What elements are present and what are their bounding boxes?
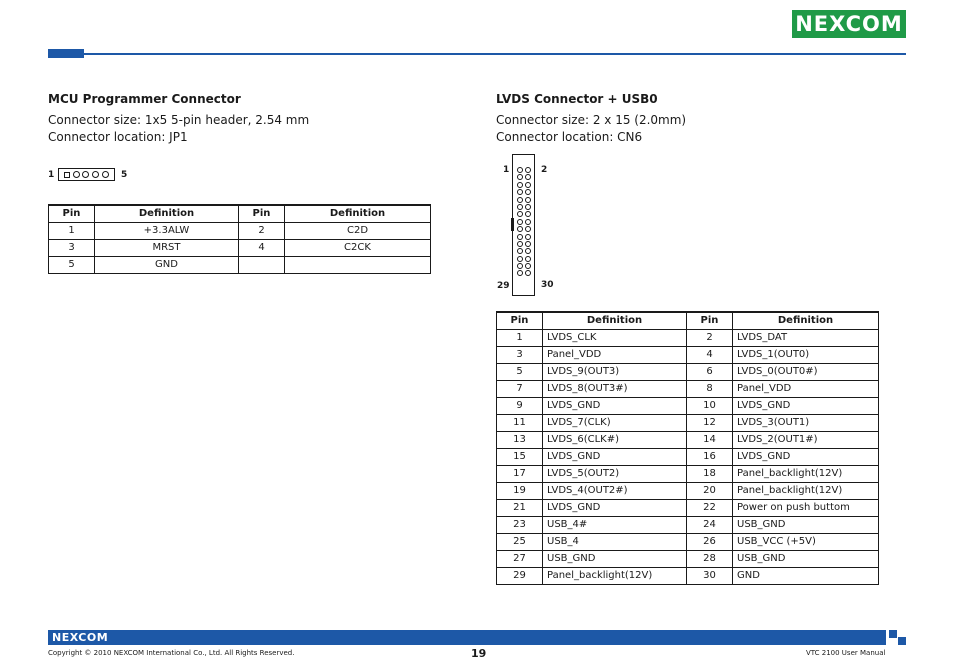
pin-circle bbox=[517, 182, 523, 188]
table-row bbox=[49, 257, 431, 274]
pin-circle bbox=[525, 234, 531, 240]
definition-cell: Panel_VDD bbox=[733, 381, 879, 398]
header-cell: Pin bbox=[239, 205, 285, 223]
definition-cell: GND bbox=[733, 568, 879, 585]
definition-cell: C2CK bbox=[285, 240, 431, 257]
pin-cell: 4 bbox=[239, 240, 285, 257]
cn6-key-notch bbox=[511, 218, 514, 231]
pin-circle bbox=[525, 167, 531, 173]
pin-circle bbox=[525, 263, 531, 269]
table-row bbox=[497, 398, 879, 415]
header-cell: Pin bbox=[687, 312, 733, 330]
pin-circle bbox=[517, 197, 523, 203]
definition-cell: LVDS_DAT bbox=[733, 330, 879, 347]
cn6-pin-2-label: 2 bbox=[541, 165, 548, 175]
table-row bbox=[497, 330, 879, 347]
pin-cell: 7 bbox=[497, 381, 543, 398]
jp1-pin-first-label: 1 bbox=[48, 170, 55, 180]
table-row bbox=[497, 483, 879, 500]
pin-cell: 14 bbox=[687, 432, 733, 449]
pin-cell: 23 bbox=[497, 517, 543, 534]
table-row bbox=[497, 534, 879, 551]
definition-cell: LVDS_3(OUT1) bbox=[733, 415, 879, 432]
definition-cell: LVDS_5(OUT2) bbox=[543, 466, 687, 483]
definition-cell: LVDS_GND bbox=[733, 398, 879, 415]
definition-cell: LVDS_GND bbox=[733, 449, 879, 466]
pin-square bbox=[64, 172, 70, 178]
pin-circle bbox=[525, 270, 531, 276]
mcu-location: Connector location: JP1 bbox=[48, 130, 188, 144]
jp1-pin-last-label: 5 bbox=[121, 170, 128, 180]
pin-circle bbox=[517, 167, 523, 173]
pin-circle bbox=[517, 270, 523, 276]
definition-cell: LVDS_6(CLK#) bbox=[543, 432, 687, 449]
definition-cell: LVDS_4(OUT2#) bbox=[543, 483, 687, 500]
pin-cell: 24 bbox=[687, 517, 733, 534]
table-row bbox=[497, 568, 879, 585]
pin-circle bbox=[73, 171, 80, 178]
mcu-title: MCU Programmer Connector bbox=[48, 92, 241, 106]
cn6-pin-grid bbox=[517, 167, 531, 276]
table-row bbox=[497, 517, 879, 534]
definition-cell: USB_GND bbox=[543, 551, 687, 568]
pin-cell: 5 bbox=[497, 364, 543, 381]
pin-cell: 10 bbox=[687, 398, 733, 415]
pin-circle bbox=[525, 256, 531, 262]
definition-cell: LVDS_1(OUT0) bbox=[733, 347, 879, 364]
definition-cell: LVDS_0(OUT0#) bbox=[733, 364, 879, 381]
pin-cell: 19 bbox=[497, 483, 543, 500]
pin-cell: 27 bbox=[497, 551, 543, 568]
definition-cell: Panel_backlight(12V) bbox=[733, 483, 879, 500]
pin-cell: 3 bbox=[49, 240, 95, 257]
header-rule bbox=[84, 53, 906, 55]
pin-cell: 5 bbox=[49, 257, 95, 274]
pin-circle bbox=[517, 189, 523, 195]
pin-circle bbox=[82, 171, 89, 178]
pin-cell: 21 bbox=[497, 500, 543, 517]
definition-cell: Panel_backlight(12V) bbox=[733, 466, 879, 483]
pin-cell: 16 bbox=[687, 449, 733, 466]
definition-cell: LVDS_9(OUT3) bbox=[543, 364, 687, 381]
pin-cell: 13 bbox=[497, 432, 543, 449]
pin-cell: 30 bbox=[687, 568, 733, 585]
pin-cell: 8 bbox=[687, 381, 733, 398]
pin-cell: 25 bbox=[497, 534, 543, 551]
jp1-pin-header-diagram bbox=[58, 168, 115, 181]
pin-circle bbox=[525, 204, 531, 210]
footer-manual-title: VTC 2100 User Manual bbox=[806, 649, 886, 657]
pin-cell: 28 bbox=[687, 551, 733, 568]
pin-circle bbox=[517, 226, 523, 232]
pin-cell: 2 bbox=[239, 223, 285, 240]
table-row bbox=[497, 551, 879, 568]
definition-cell: USB_4 bbox=[543, 534, 687, 551]
definition-cell: Panel_VDD bbox=[543, 347, 687, 364]
pin-cell: 2 bbox=[687, 330, 733, 347]
pin-circle bbox=[517, 263, 523, 269]
definition-cell: MRST bbox=[95, 240, 239, 257]
pin-circle bbox=[525, 197, 531, 203]
pin-circle bbox=[517, 241, 523, 247]
footer-square-decoration bbox=[889, 630, 897, 638]
pin-circle bbox=[525, 211, 531, 217]
pin-circle bbox=[525, 248, 531, 254]
cn6-pin-30-label: 30 bbox=[541, 280, 554, 290]
definition-cell: USB_GND bbox=[733, 551, 879, 568]
mcu-size: Connector size: 1x5 5-pin header, 2.54 mm bbox=[48, 113, 310, 127]
header-cell: Pin bbox=[49, 205, 95, 223]
definition-cell: LVDS_2(OUT1#) bbox=[733, 432, 879, 449]
pin-circle bbox=[525, 174, 531, 180]
definition-cell: LVDS_GND bbox=[543, 449, 687, 466]
table-row bbox=[497, 347, 879, 364]
table-row bbox=[49, 240, 431, 257]
header-cell: Definition bbox=[543, 312, 687, 330]
footer-bar bbox=[48, 630, 886, 645]
pin-circle bbox=[517, 234, 523, 240]
pin-circle bbox=[517, 256, 523, 262]
header-cell: Definition bbox=[733, 312, 879, 330]
table-header-row bbox=[49, 205, 431, 223]
header-cell: Definition bbox=[285, 205, 431, 223]
pin-circle bbox=[517, 211, 523, 217]
table-row bbox=[497, 432, 879, 449]
cn6-pin-29-label: 29 bbox=[497, 281, 510, 291]
pin-cell: 1 bbox=[497, 330, 543, 347]
pin-circle bbox=[525, 241, 531, 247]
definition-cell: LVDS_GND bbox=[543, 500, 687, 517]
table-row bbox=[49, 223, 431, 240]
header-cell: Pin bbox=[497, 312, 543, 330]
pin-circle bbox=[525, 182, 531, 188]
definition-cell: LVDS_7(CLK) bbox=[543, 415, 687, 432]
definition-cell: LVDS_8(OUT3#) bbox=[543, 381, 687, 398]
pin-cell: 9 bbox=[497, 398, 543, 415]
mcu-pin-table bbox=[48, 204, 431, 274]
table-header-row bbox=[497, 312, 879, 330]
table-row bbox=[497, 466, 879, 483]
pin-circle bbox=[517, 219, 523, 225]
page-number: 19 bbox=[471, 647, 487, 660]
definition-cell: USB_4# bbox=[543, 517, 687, 534]
definition-cell: USB_GND bbox=[733, 517, 879, 534]
definition-cell: LVDS_GND bbox=[543, 398, 687, 415]
pin-circle bbox=[517, 204, 523, 210]
pin-cell: 18 bbox=[687, 466, 733, 483]
pin-cell: 20 bbox=[687, 483, 733, 500]
pin-cell bbox=[239, 257, 285, 274]
table-row bbox=[497, 364, 879, 381]
definition-cell: C2D bbox=[285, 223, 431, 240]
pin-circle bbox=[525, 189, 531, 195]
pin-circle bbox=[525, 226, 531, 232]
pin-cell: 22 bbox=[687, 500, 733, 517]
pin-cell: 12 bbox=[687, 415, 733, 432]
pin-cell: 15 bbox=[497, 449, 543, 466]
header-accent-bar bbox=[48, 49, 84, 58]
pin-cell: 1 bbox=[49, 223, 95, 240]
table-row bbox=[497, 500, 879, 517]
footer-logo: NEXCOM bbox=[52, 631, 109, 644]
pin-cell: 29 bbox=[497, 568, 543, 585]
definition-cell: Power on push buttom bbox=[733, 500, 879, 517]
definition-cell: GND bbox=[95, 257, 239, 274]
table-row bbox=[497, 449, 879, 466]
definition-cell: Panel_backlight(12V) bbox=[543, 568, 687, 585]
table-row bbox=[497, 415, 879, 432]
pin-circle bbox=[92, 171, 99, 178]
pin-circle bbox=[517, 174, 523, 180]
lvds-pin-table bbox=[496, 311, 879, 585]
definition-cell: LVDS_CLK bbox=[543, 330, 687, 347]
pin-cell: 6 bbox=[687, 364, 733, 381]
logo-text: NEXCOM bbox=[795, 12, 903, 36]
header-cell: Definition bbox=[95, 205, 239, 223]
pin-circle bbox=[102, 171, 109, 178]
definition-cell bbox=[285, 257, 431, 274]
lvds-location: Connector location: CN6 bbox=[496, 130, 643, 144]
pin-cell: 17 bbox=[497, 466, 543, 483]
footer-copyright: Copyright © 2010 NEXCOM International Co., Ltd. All Rights Reserved. bbox=[48, 649, 295, 657]
pin-circle bbox=[517, 248, 523, 254]
pin-cell: 3 bbox=[497, 347, 543, 364]
nexcom-logo bbox=[792, 10, 906, 38]
table-row bbox=[497, 381, 879, 398]
footer-square-decoration bbox=[898, 637, 906, 645]
definition-cell: +3.3ALW bbox=[95, 223, 239, 240]
pin-cell: 26 bbox=[687, 534, 733, 551]
lvds-title: LVDS Connector + USB0 bbox=[496, 92, 658, 106]
cn6-pin-1-label: 1 bbox=[503, 165, 510, 175]
pin-circle bbox=[525, 219, 531, 225]
pin-cell: 4 bbox=[687, 347, 733, 364]
definition-cell: USB_VCC (+5V) bbox=[733, 534, 879, 551]
lvds-size: Connector size: 2 x 15 (2.0mm) bbox=[496, 113, 687, 127]
pin-cell: 11 bbox=[497, 415, 543, 432]
